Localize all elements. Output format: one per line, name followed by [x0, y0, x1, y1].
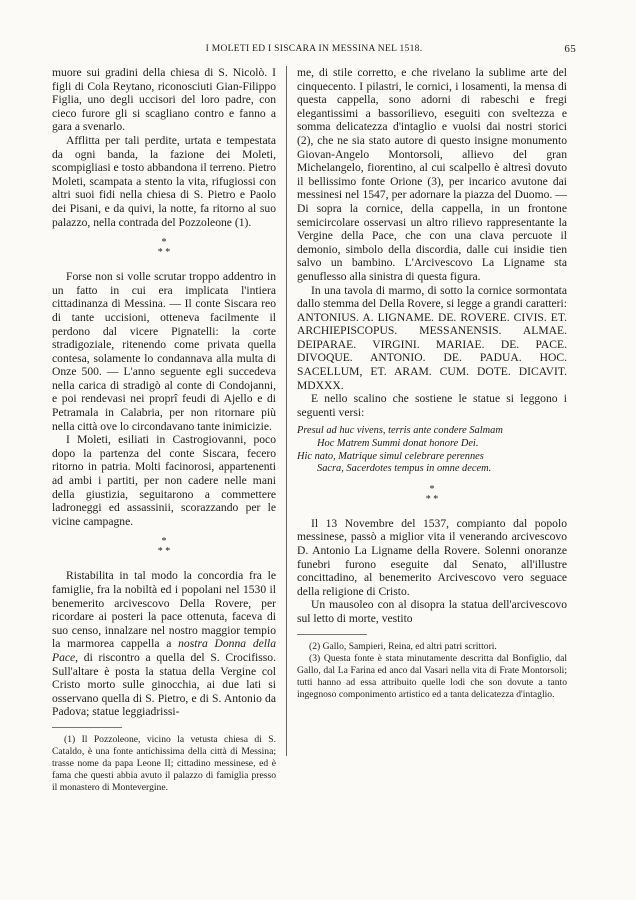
footnote-1: (1) Il Pozzoleone, vicino la vetusta chiesa di S. Cataldo, è una fonte antichissima della città di Messina; trasse nome da papa Leone II; cittadino messinese, ed è fama che questi abbia avuto il palazzo di famiglia presso il monastero di Montevergine.	[52, 733, 276, 794]
right-paragraph-5: Un mausoleo con al disopra la statua dell'arcivescovo sul letto di morte, vestito	[297, 598, 567, 625]
right-paragraph-2: In una tavola di marmo, di sotto la cornice sormontata dallo stemma del Della Rovere, si legge a grandi caratteri: ANTONIUS. A. LIGNAME. DE. ROVERE. CIVIS. ET. ARCHIEPISCOPUS. MESSANENSIS. ALMAE. DEIPARAE. VIRGINI. MARIAE. DE. PACE. DIVOQUE. ANTONIO. DE. PADUA. HOC. SACELLUM, ET. ARAM. CUM. DOTE. DICAVIT. MDXXX.	[297, 283, 567, 392]
section-separator-asterism: * * *	[157, 536, 171, 558]
left-footnotes	[52, 734, 276, 794]
verse-line: Hic nato, Matrique simul celebrare perennes	[297, 450, 484, 462]
left-paragraph-1: muore sui gradini della chiesa di S. Nicolò. I figli di Cola Reytano, riconosciuti Gian-Filippo Figlia, uno degli uccisori del loro padre, con cieco furore gli si scagliano contro e fanno a gara a svenarlo.	[52, 66, 276, 134]
left-paragraph-5-text-a: Ristabilita in tal modo la concordia fra le famiglie, fra la nobiltà ed i popolani nel 1530 il benemerito arcivescovo Della Rovere, per ricordare ai posteri la pace ottenuta, faceva di suo censo, innalzare nel nostro maggior tempio la marmorea cappella a	[52, 569, 276, 651]
left-paragraph-5-text-b: , di riscontro a quella del S. Crocifisso. Sull'altare è posta la statua della Vergine col Cristo morto sulle ginocchia, ai due lati si osservano quella di S. Pietro, e di S. Antonio da Padova; statue leggiadrissi-	[52, 650, 276, 719]
running-header	[52, 44, 576, 60]
footnote-rule	[52, 727, 122, 728]
left-column	[52, 66, 276, 794]
section-separator-asterism: * * *	[425, 483, 439, 505]
right-paragraph-4: Il 13 Novembre del 1537, compianto dal popolo messinese, passò a miglior vita il venerando arcivescovo D. Antonio La Ligname della Rovere. Solenni onoranze funebri furono eseguite dal Senato, all'illustre concittadino, al benemerito Arcivescovo vero seguace della religione di Cristo.	[297, 516, 567, 598]
footnote-2: (2) Gallo, Sampieri, Reina, ed altri patri scrittori.	[309, 640, 497, 652]
footnote-rule	[297, 634, 367, 635]
verse-line: Hoc Matrem Summi donat honore Dei.	[317, 438, 479, 450]
right-footnotes	[297, 641, 567, 701]
running-title: I MOLETI ED I SISCARA IN MESSINA NEL 1518.	[205, 44, 423, 54]
section-separator-asterism: * * *	[157, 237, 171, 259]
left-paragraph-5	[52, 569, 276, 719]
left-paragraph-5-italic: nostra Donna della Pace	[52, 637, 276, 664]
left-paragraph-2: Afflitta per tali perdite, urtata e tempestata da ogni banda, la fazione dei Moleti, scompigliasi e tosto abbandona il terreno. Pietro Moleti, scampata a stento la vita, rifugiossi con altri suoi fidi nella chiesa di S. Pietro e Paolo dei Pisani, e da quivi, la notte, fa ritorno al suo palazzo, nella contrada del Pozzoleone (1).	[52, 133, 276, 229]
page-number: 65	[564, 43, 576, 55]
right-paragraph-1: me, di stile corretto, e che rivelano la sublime arte del cinquecento. I pilastri, le cornici, i losamenti, la mensa di questa cappella, sono adorni di rabeschi e fregi elegantissimi a bassorilievo, eseguiti con sveltezza e somma delicatezza d'intaglio e vuolsi dai nostri storici (2), che ne sia stato autore di questo insigne monumento Giovan-Angelo Montorsoli, allievo del gran Michelangelo, fiorentino, al cui scalpello è altresì dovuto il bellissimo fonte Orione (3), per incarico avutone dai messinesi nel 1547, per adornare la piazza del Duomo. — Di sopra la cornice, della cappella, in un frontone semicircolare osservasi un altro rilievo rappresentante la Vergine della Pace, che con una clava percuote il demonio, simbolo della discordia, dalle cui insidie tien salvo un bambino. L'Arcivescovo La Ligname sta genuflesso alla sinistra di questa figura.	[297, 66, 567, 283]
right-paragraph-3: E nello scalino che sostiene le statue si leggono i seguenti versi:	[297, 392, 567, 419]
verse-line: Sacra, Sacerdotes tempus in omne decem.	[317, 463, 492, 475]
right-column	[297, 66, 567, 701]
inscription-verses	[297, 425, 567, 475]
left-paragraph-4: I Moleti, esiliati in Castrogiovanni, poco dopo la partenza del conte Siscara, fecero ritorno in patria. Molti facinorosi, appartenenti ad ambi i partiti, per non cadere nelle mani della giustizia, seguitarono a commettere ladroneggi ed assassinii, scorazzando per le vicine campagne.	[52, 433, 276, 528]
footnote-3: (3) Questa fonte è stata minutamente descritta dal Bonfiglio, dal Gallo, dal La Farina ed anco dal Vasari nella vita di Frate Montorsoli; tutti hanno ad essa attribuito quelle lodi che son dovute a tanto ingegnoso componimento artistico ed a tanta delicatezza d'intaglio.	[297, 652, 567, 700]
verse-line: Presul ad huc vivens, terris ante condere Salmam	[297, 425, 503, 437]
left-paragraph-3: Forse non si volle scrutar troppo addentro in un fatto in cui era implicata l'intiera cittadinanza di Messina. — Il conte Siscara reo di tante uccisioni, otteneva facilmente il perdono dal vicere Pignatelli: la corte stradigoziale, ritenendo come privata quella contesa, solamente lo condannava alla multa di Onze 500. — L'anno seguente egli succedeva nella carica di stradigò al conte di Condojanni, e poi rendevasi nei proprî feudi di Ajello e di Petramala in Calabria, per non ritornare più nella città ove lo circondavano tante inimicizie.	[52, 270, 276, 433]
column-divider	[286, 66, 287, 756]
